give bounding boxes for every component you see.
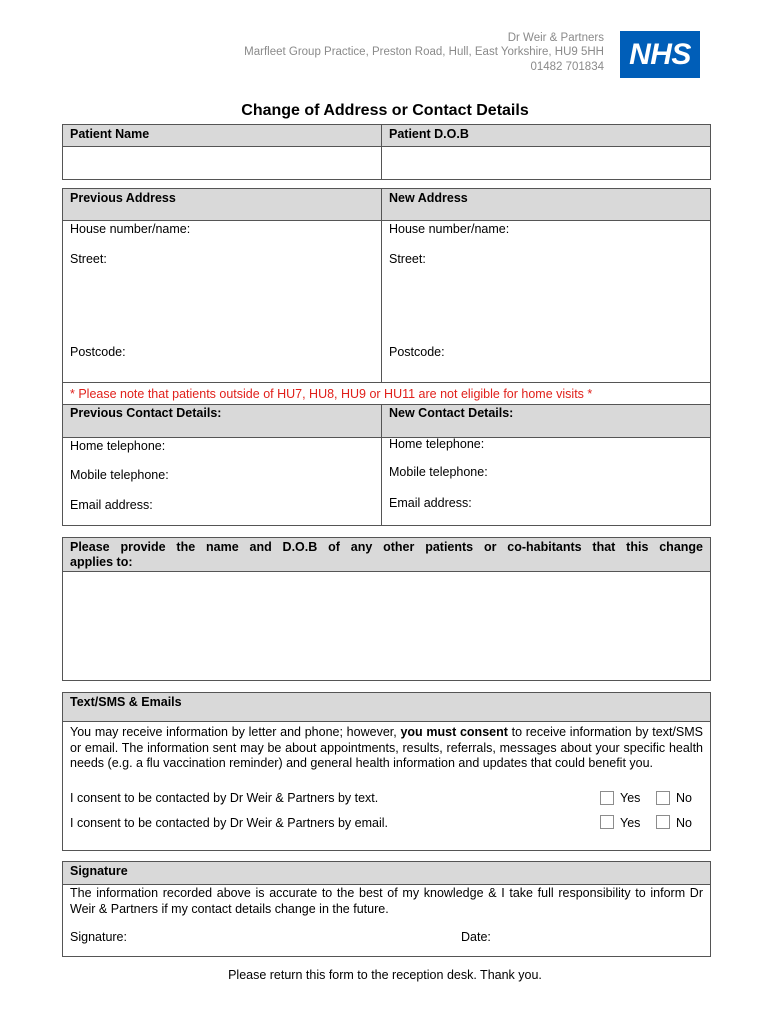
previous-street-label: Street:	[70, 252, 107, 266]
sms-label: Text/SMS & Emails	[70, 695, 182, 709]
signature-header-row	[63, 862, 710, 885]
sms-consent-section	[62, 692, 711, 851]
previous-contact-label: Previous Contact Details:	[70, 406, 222, 420]
other-patients-field[interactable]	[63, 572, 710, 680]
new-house-label: House number/name:	[389, 222, 510, 236]
new-postcode-label: Postcode:	[389, 345, 445, 359]
new-mobile-label: Mobile telephone:	[389, 465, 488, 479]
consent-email-yes-checkbox[interactable]	[600, 815, 614, 829]
signature-section	[62, 861, 711, 957]
consent-email-yes-label: Yes	[620, 816, 641, 830]
patient-name-label: Patient Name	[70, 127, 150, 141]
signature-field[interactable]	[143, 926, 443, 950]
patient-section	[62, 124, 711, 180]
previous-postcode-label: Postcode:	[70, 345, 126, 359]
previous-address-field[interactable]	[63, 221, 381, 382]
footer-note: Please return this form to the reception desk. Thank you.	[228, 968, 542, 982]
patient-dob-field[interactable]	[382, 147, 710, 180]
new-email-label: Email address:	[389, 496, 472, 510]
patient-name-field[interactable]	[63, 147, 381, 180]
sms-paragraph: You may receive information by letter and phone; however, you must consent to receive information by text/SMS or email. The information sent may be about appointments, results, referrals, messages about your specific health needs (e.g. a flu vaccination reminder) and general health information and updates that could benefit you.	[70, 725, 703, 770]
signature-field-label: Signature:	[70, 930, 127, 944]
new-home-phone-label: Home telephone:	[389, 437, 485, 451]
previous-address-label: Previous Address	[70, 191, 176, 205]
divider	[63, 382, 710, 383]
consent-text-yes-label: Yes	[620, 791, 641, 805]
previous-house-label: House number/name:	[70, 222, 191, 236]
consent-email-label: I consent to be contacted by Dr Weir & Partners by email.	[70, 816, 388, 830]
new-address-field[interactable]	[382, 221, 710, 382]
new-street-label: Street:	[389, 252, 426, 266]
signature-label: Signature	[70, 864, 128, 878]
new-contact-label: New Contact Details:	[389, 406, 514, 420]
consent-email-no-checkbox[interactable]	[656, 815, 670, 829]
home-visit-note: * Please note that patients outside of HU7, HU8, HU9 or HU11 are not eligible for home visits *	[70, 387, 593, 401]
patient-dob-label: Patient D.O.B	[389, 127, 469, 141]
consent-email-no-label: No	[676, 816, 692, 830]
other-patients-label-line1: Please provide the name and D.O.B of any other patients or co-habitants that this change	[70, 540, 703, 554]
previous-mobile-label: Mobile telephone:	[70, 468, 169, 482]
consent-text-no-checkbox[interactable]	[656, 791, 670, 805]
practice-address: Marfleet Group Practice, Preston Road, Hull, East Yorkshire, HU9 5HH	[244, 46, 604, 58]
page-title: Change of Address or Contact Details	[241, 102, 529, 119]
date-field[interactable]	[503, 926, 703, 950]
new-address-label: New Address	[389, 191, 468, 205]
patient-header-row	[63, 125, 710, 147]
signature-paragraph: The information recorded above is accurate to the best of my knowledge & I take full responsibility to inform Dr Weir & Partners if my contact details change in the future.	[70, 886, 703, 916]
nhs-logo: NHS	[620, 31, 700, 78]
address-contact-section	[62, 188, 711, 526]
date-field-label: Date:	[461, 930, 491, 944]
other-patients-section	[62, 537, 711, 681]
previous-home-phone-label: Home telephone:	[70, 439, 166, 453]
other-patients-label-line2: applies to:	[70, 555, 133, 569]
practice-phone: 01482 701834	[530, 61, 604, 73]
divider	[381, 404, 382, 525]
practice-name: Dr Weir & Partners	[507, 32, 604, 44]
consent-text-label: I consent to be contacted by Dr Weir & Partners by text.	[70, 791, 379, 805]
consent-text-no-label: No	[676, 791, 692, 805]
consent-text-yes-checkbox[interactable]	[600, 791, 614, 805]
previous-email-label: Email address:	[70, 498, 153, 512]
